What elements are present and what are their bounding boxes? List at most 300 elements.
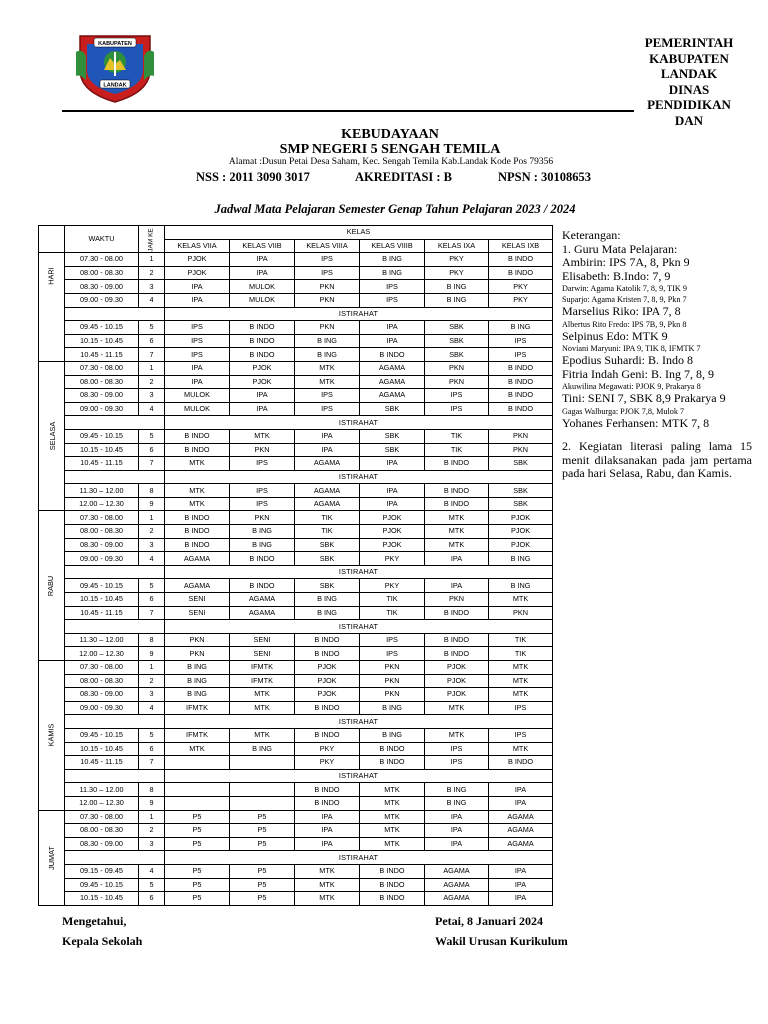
subject-cell: IPS [165,348,230,362]
subject-cell: P5 [165,878,230,892]
subject-cell: TIK [425,443,489,457]
keterangan-item: Epodius Suhardi: B. Indo 8 [562,353,693,367]
jam-cell: 2 [139,824,165,838]
jamke-header-label: JAM KE [147,227,155,252]
subject-cell: PJOK [425,688,489,702]
jam-cell: 4 [139,293,165,307]
subject-cell: SBK [489,457,553,471]
jam-cell: 1 [139,810,165,824]
subject-cell: AGAMA [295,497,360,511]
subject-cell: B INDO [425,647,489,661]
subject-cell: B ING [295,348,360,362]
subject-cell: MTK [360,824,425,838]
subject-cell: MTK [489,593,553,607]
subject-cell: B INDO [165,443,230,457]
time-cell: 10.45 - 11.15 [65,606,139,620]
subject-cell: PKN [489,443,553,457]
subject-cell: PJOK [425,674,489,688]
jam-cell: 4 [139,402,165,416]
subject-cell: B INDO [295,796,360,810]
subject-cell: B INDO [489,756,553,770]
subject-cell: P5 [165,824,230,838]
subject-cell: MTK [230,701,295,715]
subject-cell: B INDO [295,728,360,742]
subject-cell: AGAMA [165,552,230,566]
subject-cell: B INDO [165,511,230,525]
subject-cell: B ING [165,674,230,688]
jam-cell: 3 [139,389,165,403]
table-row [39,253,553,267]
keterangan-item: Noviani Maryuni: IPA 9, TIK 8, IFMTK 7 [562,344,701,353]
subject-cell: MTK [425,511,489,525]
subject-cell: SENI [165,593,230,607]
subject-cell: B INDO [425,497,489,511]
subject-cell: TIK [425,429,489,443]
subject-cell: B INDO [489,402,553,416]
subject-cell: B INDO [425,457,489,471]
jam-cell: 5 [139,878,165,892]
time-cell: 07.30 - 08.00 [65,511,139,525]
istirahat-row [39,307,553,321]
table-row [39,579,553,593]
subject-cell: B ING [360,266,425,280]
signature-left-line1: Mengetahui, [62,914,127,928]
subject-cell: PKN [425,375,489,389]
subject-cell: IFMTK [165,701,230,715]
signature-right [435,911,568,951]
table-row [39,756,553,770]
subject-cell: B INDO [295,701,360,715]
logo-bottom-text: LANDAK [103,82,127,89]
jam-cell: 1 [139,511,165,525]
subject-cell: SENI [230,647,295,661]
subject-cell: MTK [295,878,360,892]
keterangan-item: Akuwilina Megawati: PJOK 9, Prakarya 8 [562,382,701,391]
jam-cell: 1 [139,661,165,675]
subject-cell: IPA [425,552,489,566]
subject-cell: TIK [360,593,425,607]
subject-cell: MTK [230,688,295,702]
time-cell: 07.30 - 08.00 [65,661,139,675]
subject-cell: B ING [425,783,489,797]
header-line: PEMERINTAH [644,35,734,50]
subject-cell: AGAMA [489,837,553,851]
time-cell: 09.00 - 09.30 [65,552,139,566]
signature-right-line1: Petai, 8 Januari 2024 [435,914,543,928]
subject-cell: SBK [425,334,489,348]
subject-cell: B ING [425,293,489,307]
npsn-number: NPSN : 30108653 [498,170,592,184]
subject-cell [230,783,295,797]
subject-cell: B INDO [230,579,295,593]
signature-left [62,911,142,951]
subject-cell [230,756,295,770]
jam-cell: 8 [139,633,165,647]
subject-cell: B INDO [489,389,553,403]
table-row [39,457,553,471]
subject-cell: MULOK [230,293,295,307]
istirahat-cell: ISTIRAHAT [165,851,553,865]
time-cell: 08.30 - 09.00 [65,837,139,851]
istirahat-row [39,470,553,484]
subject-cell: SBK [425,348,489,362]
keterangan-item: Marselius Riko: IPA 7, 8 [562,304,681,318]
subject-cell: MTK [360,783,425,797]
day-label: KAMIS [46,723,56,747]
keterangan-item: Elisabeth: B.Indo: 7, 9 [562,268,671,283]
jam-cell: 6 [139,593,165,607]
istirahat-row [39,416,553,430]
time-cell: 07.30 - 08.00 [65,810,139,824]
subject-cell: PKY [489,280,553,294]
istirahat-cell: ISTIRAHAT [165,565,553,579]
subject-cell: IPS [489,728,553,742]
subject-cell: PKN [360,674,425,688]
table-row [39,443,553,457]
subject-cell: IPS [295,266,360,280]
table-row [39,280,553,294]
subject-cell: PJOK [489,525,553,539]
keterangan-item: Gagas Walburga: PJOK 7,8, Mulok 7 [562,406,685,416]
time-cell: 10.45 - 11.15 [65,457,139,471]
subject-cell: PKN [230,443,295,457]
subject-cell: IPS [360,293,425,307]
jam-cell: 7 [139,756,165,770]
subject-cell: PKY [295,742,360,756]
subject-cell: B INDO [295,783,360,797]
table-row [39,837,553,851]
subject-cell: PKN [165,647,230,661]
istirahat-row [39,565,553,579]
subject-cell: B INDO [295,647,360,661]
table-row [39,389,553,403]
time-cell: 09.45 - 10.15 [65,878,139,892]
table-row [39,674,553,688]
subject-cell: IPA [230,253,295,267]
table-row [39,266,553,280]
subject-cell: PKY [425,253,489,267]
subject-cell: IPA [425,810,489,824]
istirahat-blank [65,416,165,430]
subject-cell: IPA [295,810,360,824]
time-cell: 09.45 - 10.15 [65,321,139,335]
subject-cell: MTK [360,796,425,810]
time-cell: 08.00 - 08.30 [65,824,139,838]
jam-cell: 3 [139,688,165,702]
subject-cell: B INDO [165,429,230,443]
subject-cell: SBK [360,429,425,443]
subject-cell: B ING [230,742,295,756]
subject-cell: SBK [489,497,553,511]
subject-cell: PKN [425,361,489,375]
subject-cell: MULOK [165,402,230,416]
keterangan-notes [562,229,752,481]
subject-cell: AGAMA [425,878,489,892]
istirahat-cell: ISTIRAHAT [165,416,553,430]
subject-cell: B INDO [230,348,295,362]
signature-left-line2: Kepala Sekolah [62,934,143,948]
time-cell: 09.00 - 09.30 [65,402,139,416]
jam-cell: 2 [139,266,165,280]
table-row [39,497,553,511]
subject-cell: B ING [165,688,230,702]
subject-cell: IPS [295,402,360,416]
subject-cell: IPA [295,429,360,443]
subject-cell: MTK [295,892,360,906]
table-row [39,701,553,715]
subject-cell: PKN [489,606,553,620]
istirahat-cell: ISTIRAHAT [165,715,553,729]
jam-cell: 2 [139,375,165,389]
subject-cell: IPA [360,321,425,335]
jam-cell: 6 [139,443,165,457]
class-header: KELAS VIIA [165,239,230,253]
subject-cell: AGAMA [295,457,360,471]
subject-cell: SBK [295,552,360,566]
class-header: KELAS IXA [425,239,489,253]
subject-cell: IPA [230,389,295,403]
subject-cell: B ING [165,661,230,675]
istirahat-blank [65,769,165,783]
subject-cell: P5 [230,810,295,824]
subject-cell: B ING [489,552,553,566]
school-address: Alamat :Dusun Petai Desa Saham, Kec. Sengah Temila Kab.Landak Kode Pos 79356 [228,157,554,167]
jam-cell: 3 [139,837,165,851]
jam-cell: 1 [139,361,165,375]
time-cell: 12.00 – 12.30 [65,647,139,661]
subject-cell: AGAMA [425,892,489,906]
nss-number: NSS : 2011 3090 3017 [196,170,310,184]
table-row [39,864,553,878]
subject-cell: TIK [360,606,425,620]
kelas-header: KELAS [165,226,553,240]
subject-cell: PKN [425,593,489,607]
signature-right-line2: Wakil Urusan Kurikulum [435,934,568,948]
jam-cell: 7 [139,457,165,471]
subject-cell: IPS [489,334,553,348]
istirahat-cell: ISTIRAHAT [165,470,553,484]
subject-cell: MTK [360,837,425,851]
subject-cell: PJOK [489,538,553,552]
istirahat-blank [65,620,165,634]
istirahat-cell: ISTIRAHAT [165,307,553,321]
jam-cell: 4 [139,552,165,566]
subject-cell: B INDO [360,348,425,362]
subject-cell: AGAMA [230,606,295,620]
hari-header-cell [39,226,65,253]
jam-cell: 4 [139,701,165,715]
table-row [39,593,553,607]
subject-cell: IPA [489,796,553,810]
subject-cell: IPS [425,402,489,416]
subject-cell: MTK [425,728,489,742]
jam-cell: 2 [139,674,165,688]
subject-cell: MTK [489,674,553,688]
subject-cell: B ING [489,321,553,335]
subject-cell: SBK [360,443,425,457]
subject-cell: SBK [295,538,360,552]
subject-cell: SBK [489,484,553,498]
subject-cell: B ING [360,701,425,715]
table-row [39,321,553,335]
subject-cell: MTK [165,497,230,511]
time-cell: 08.30 - 09.00 [65,688,139,702]
subject-cell: PKN [489,429,553,443]
header-government-block [620,35,744,128]
subject-cell: IPS [425,389,489,403]
keterangan-item: Fitria Indah Geni: B. Ing 7, 8, 9 [562,366,714,381]
subject-cell: B ING [425,280,489,294]
table-row [39,728,553,742]
day-cell [39,810,65,905]
subject-cell: AGAMA [360,375,425,389]
time-cell: 11.30 – 12.00 [65,783,139,797]
subject-cell: PKN [295,293,360,307]
subject-cell: IPA [165,361,230,375]
istirahat-row [39,620,553,634]
subject-cell: IPA [489,783,553,797]
table-row [39,293,553,307]
subject-cell: P5 [230,837,295,851]
subject-cell: IPS [295,389,360,403]
subject-cell: IPA [165,293,230,307]
subject-cell: PJOK [165,266,230,280]
subject-cell: TIK [295,525,360,539]
subject-cell: PJOK [230,361,295,375]
subject-cell: P5 [165,810,230,824]
table-row [39,484,553,498]
time-cell: 08.00 - 08.30 [65,266,139,280]
time-cell: 09.15 - 09.45 [65,864,139,878]
day-cell [39,661,65,811]
istirahat-blank [65,851,165,865]
time-cell: 08.30 - 09.00 [65,538,139,552]
jam-cell: 9 [139,497,165,511]
subject-cell: IFMTK [230,661,295,675]
subject-cell: AGAMA [295,484,360,498]
header-line: LANDAK [660,66,718,81]
subject-cell: MTK [489,661,553,675]
table-row [39,796,553,810]
istirahat-row [39,851,553,865]
time-cell: 10.45 - 11.15 [65,348,139,362]
subject-cell: B INDO [425,484,489,498]
table-row [39,606,553,620]
subject-cell [165,783,230,797]
subject-cell: MTK [165,457,230,471]
day-label: JUMAT [46,845,56,870]
waktu-header: WAKTU [65,226,139,253]
subject-cell: PJOK [425,661,489,675]
subject-cell: IPA [425,824,489,838]
table-row [39,892,553,906]
jamke-header [139,226,165,253]
header-line: DAN [674,112,704,128]
jam-cell: 6 [139,334,165,348]
subject-cell: IPA [489,864,553,878]
subject-cell: IPS [489,701,553,715]
subject-cell: B INDO [425,633,489,647]
class-header: KELAS IXB [489,239,553,253]
jam-cell: 8 [139,783,165,797]
subject-cell: MTK [230,429,295,443]
table-row [39,810,553,824]
subject-cell: B ING [230,538,295,552]
subject-cell: B ING [230,525,295,539]
class-header: KELAS VIIB [230,239,295,253]
subject-cell: B INDO [360,878,425,892]
istirahat-cell: ISTIRAHAT [165,620,553,634]
subject-cell: IPS [165,334,230,348]
jam-cell: 1 [139,253,165,267]
time-cell: 09.45 - 10.15 [65,579,139,593]
table-row [39,688,553,702]
subject-cell: B ING [295,606,360,620]
istirahat-row [39,715,553,729]
header-line: PENDIDIKAN [647,97,731,112]
subject-cell: IPA [165,280,230,294]
subject-cell: SBK [425,321,489,335]
table-row [39,661,553,675]
keterangan-note-2: 2. Kegiatan literasi paling lama 15 menit dilaksanakan pada jam pertama pada hari Selasa, Rabu, dan Kamis. [562,439,752,480]
jam-cell: 5 [139,321,165,335]
subject-cell: PJOK [165,253,230,267]
time-cell: 09.00 - 09.30 [65,701,139,715]
istirahat-blank [65,307,165,321]
subject-cell: PKY [425,266,489,280]
time-cell: 11.30 – 12.00 [65,484,139,498]
day-label: HARI [46,267,56,285]
day-label: SELASA [48,422,58,451]
subject-cell: B INDO [489,253,553,267]
keterangan-item: Ambirin: IPS 7A, 8, Pkn 9 [562,255,690,269]
subject-cell: MTK [295,361,360,375]
subject-cell: IPA [360,497,425,511]
subject-cell: PJOK [295,674,360,688]
table-row [39,511,553,525]
subject-cell: MTK [425,525,489,539]
table-row [39,402,553,416]
time-cell: 08.00 - 08.30 [65,674,139,688]
subject-cell: MTK [230,728,295,742]
subject-cell: B ING [360,728,425,742]
class-header: KELAS VIIIA [295,239,360,253]
jam-cell: 5 [139,728,165,742]
subject-cell: PJOK [360,525,425,539]
subject-cell: PKN [230,511,295,525]
school-logo [74,30,156,104]
subject-cell: IPS [230,457,295,471]
jam-cell: 9 [139,647,165,661]
time-cell: 10.15 - 10.45 [65,593,139,607]
subject-cell: IPS [230,497,295,511]
table-row [39,824,553,838]
time-cell: 10.45 - 11.15 [65,756,139,770]
subject-cell: IPA [360,457,425,471]
subject-cell: IPA [489,878,553,892]
subject-cell: PKY [489,293,553,307]
day-label: RABU [46,575,56,596]
subject-cell: SBK [360,402,425,416]
subject-cell: MTK [425,701,489,715]
time-cell: 10.15 - 10.45 [65,892,139,906]
subject-cell: MTK [295,864,360,878]
subject-cell: TIK [489,633,553,647]
subject-cell: B INDO [425,606,489,620]
subject-cell: P5 [165,892,230,906]
subject-cell: P5 [230,824,295,838]
class-header: KELAS VIIIB [360,239,425,253]
